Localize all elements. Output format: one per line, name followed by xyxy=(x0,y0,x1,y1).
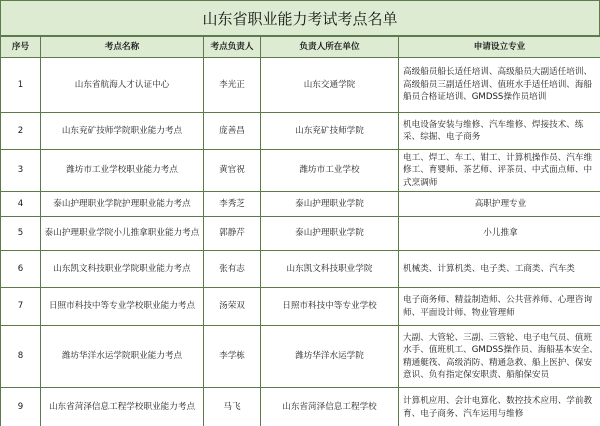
document-title: 山东省职业能力考试考点名单 xyxy=(0,0,600,36)
row-site-name: 山东凯文科技职业学院职业能力考点 xyxy=(41,251,204,288)
row-specialty: 高职护理专业 xyxy=(399,192,600,217)
row-specialty: 计算机应用、会计电算化、数控技术应用、学前教育、电子商务、汽车运用与维修 xyxy=(399,388,600,426)
row-unit: 山东兖矿技师学院 xyxy=(261,113,399,150)
row-site-name: 泰山护理职业学院小儿推拿职业能力考点 xyxy=(41,217,204,251)
row-site-head: 李光正 xyxy=(204,58,261,113)
row-site-name: 山东兖矿技师学院职业能力考点 xyxy=(41,113,204,150)
header-site-name: 考点名称 xyxy=(41,37,204,58)
row-unit: 山东交通学院 xyxy=(261,58,399,113)
table-row xyxy=(1,388,600,426)
row-site-head: 汤荣双 xyxy=(204,288,261,326)
row-unit: 山东凯文科技职业学院 xyxy=(261,251,399,288)
table-row xyxy=(1,58,600,113)
row-site-head: 张有志 xyxy=(204,251,261,288)
table-row xyxy=(1,113,600,150)
row-site-name: 山东省航海人才认证中心 xyxy=(41,58,204,113)
header-site-head: 考点负责人 xyxy=(204,37,261,58)
row-unit: 潍坊市工业学校 xyxy=(261,150,399,192)
table-row xyxy=(1,251,600,288)
row-unit: 泰山护理职业学院 xyxy=(261,217,399,251)
header-no: 序号 xyxy=(1,37,41,58)
row-no: 9 xyxy=(1,388,41,426)
row-site-head: 李学栋 xyxy=(204,326,261,388)
row-no: 8 xyxy=(1,326,41,388)
row-site-name: 潍坊市工业学校职业能力考点 xyxy=(41,150,204,192)
row-no: 1 xyxy=(1,58,41,113)
row-site-name: 日照市科技中等专业学校职业能力考点 xyxy=(41,288,204,326)
table-row xyxy=(1,217,600,251)
row-site-name: 泰山护理职业学院护理职业能力考点 xyxy=(41,192,204,217)
row-specialty: 机电设备安装与维修、汽车维修、焊接技术、练采、综掘、电子商务 xyxy=(399,113,600,150)
row-unit: 日照市科技中等专业学校 xyxy=(261,288,399,326)
row-no: 2 xyxy=(1,113,41,150)
row-no: 7 xyxy=(1,288,41,326)
table-row xyxy=(1,192,600,217)
row-no: 4 xyxy=(1,192,41,217)
row-no: 5 xyxy=(1,217,41,251)
table-row xyxy=(1,326,600,388)
row-site-name: 潍坊华洋水运学院职业能力考点 xyxy=(41,326,204,388)
row-specialty: 电子商务师、精益制造师、公共营养师、心理咨询师、平面设计师、物业管理师 xyxy=(399,288,600,326)
header-unit: 负责人所在单位 xyxy=(261,37,399,58)
table-row xyxy=(1,288,600,326)
row-specialty: 大副、大管轮、三副、三管轮、电子电气员、值班水手、值班机工、GMDSS操作员、海船基本安全、精通艇筏、高级消防、精通急救、船上医护、保安意识、负有指定保安职责、船舶保安员 xyxy=(399,326,600,388)
table-header-row xyxy=(1,37,600,58)
row-unit: 泰山护理职业学院 xyxy=(261,192,399,217)
row-site-head: 郭静芹 xyxy=(204,217,261,251)
exam-site-table xyxy=(0,36,600,426)
row-site-head: 李秀芝 xyxy=(204,192,261,217)
row-specialty: 机械类、计算机类、电子类、工商类、汽车类 xyxy=(399,251,600,288)
row-site-head: 马飞 xyxy=(204,388,261,426)
row-no: 6 xyxy=(1,251,41,288)
row-site-head: 黄官祝 xyxy=(204,150,261,192)
row-specialty: 小儿推拿 xyxy=(399,217,600,251)
row-specialty: 电工、焊工、车工、钳工、计算机操作员、汽车维修工、育婴师、茶艺师、评茶员、中式面点师、中式烹调师 xyxy=(399,150,600,192)
row-site-name: 山东省菏泽信息工程学校职业能力考点 xyxy=(41,388,204,426)
row-site-head: 庞善昌 xyxy=(204,113,261,150)
row-specialty: 高级船员船长适任培训、高级船员大副适任培训、高级船员三副适任培训、值班水手适任培训、海船船员合格证培训、GMDSS操作员培训 xyxy=(399,58,600,113)
row-unit: 山东省菏泽信息工程学校 xyxy=(261,388,399,426)
header-specialty: 申请设立专业 xyxy=(399,37,600,58)
table-row xyxy=(1,150,600,192)
row-unit: 潍坊华洋水运学院 xyxy=(261,326,399,388)
row-no: 3 xyxy=(1,150,41,192)
